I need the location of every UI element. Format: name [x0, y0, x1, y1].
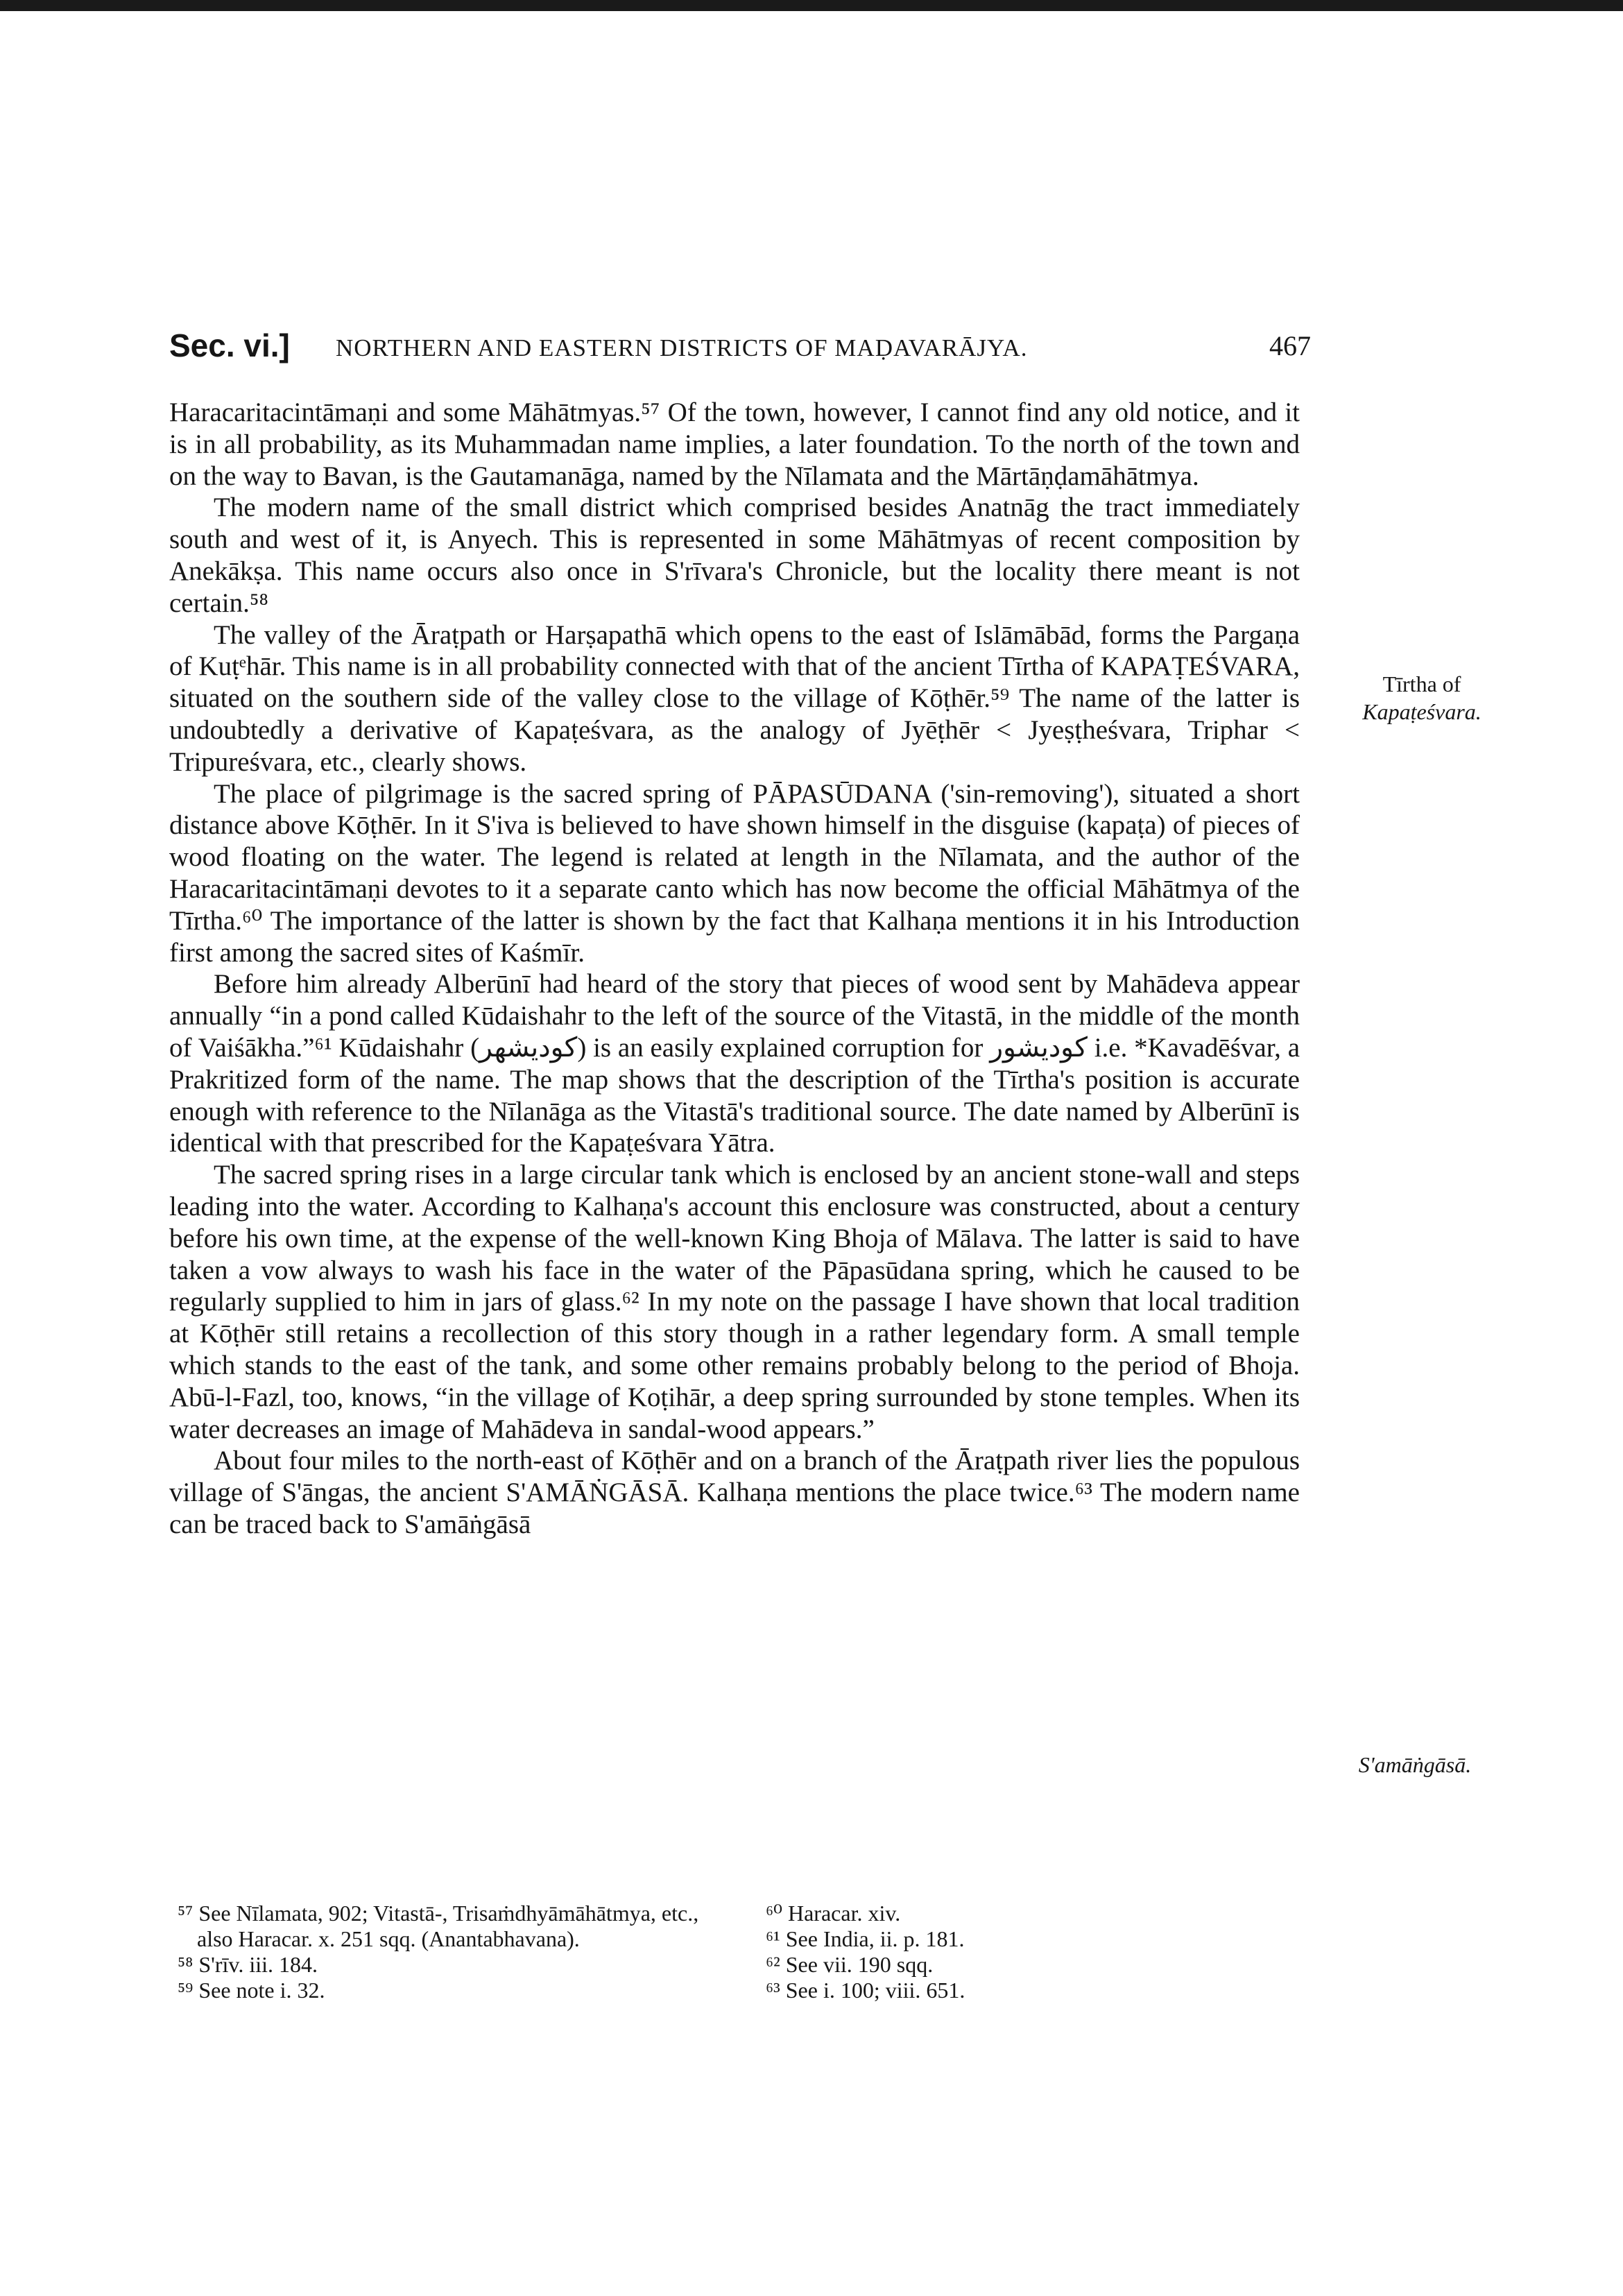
footnote: ⁶³ See i. 100; viii. 651. [766, 1978, 965, 2003]
margin-note-line: Kapaṭeśvara. [1362, 699, 1482, 724]
margin-note-kapatesvara [1339, 670, 1505, 726]
paragraph: The valley of the Āraṭpath or Harṣapathā which opens to the east of Islāmābād, forms the Pargaṇa of Kuṭᵉhār. This name is in all probability connected with that of the ancient Tīrtha of KAPAṬEŚVARA, situated on the southern side of the valley close to the village of Kōṭhēr.⁵⁹ The name of the latter is undoubtedly a derivative of Kapaṭeśvara, as the analogy of Jyēṭhēr < Jyeṣṭheśvara, Triphar < Tripureśvara, etc., clearly shows. [169, 619, 1300, 777]
section-label: Sec. vi.] [169, 327, 290, 363]
footnote: ⁵⁹ See note i. 32. [178, 1978, 325, 2003]
top-border-rule [0, 0, 1623, 11]
paragraph: About four miles to the north-east of Kōṭhēr and on a branch of the Āraṭpath river lies the populous village of S'āngas, the ancient S'AMĀṄGĀSĀ. Kalhaṇa mentions the place twice.⁶³ The modern name can be traced back to S'amāṅgāsā [169, 1446, 1300, 1539]
running-title: NORTHERN AND EASTERN DISTRICTS OF MAḌAVARĀJYA. [336, 334, 1028, 361]
margin-note-line: Tīrtha of [1382, 671, 1461, 696]
page-number: 467 [1269, 330, 1311, 361]
main-text [169, 397, 1300, 1541]
footnotes-right-column [757, 1901, 1285, 2003]
paragraph: The place of pilgrimage is the sacred spring of PĀPASŪDANA ('sin-removing'), situated a short distance above Kōṭhēr. In it S'iva is believed to have shown himself in the disguise (kapaṭa) of pieces of wood floating on the water. The legend is related at length in the Nīlamata, and the author of the Haracaritacintāmaṇi devotes to it a separate canto which has now become the official Māhātmya of the Tīrtha.⁶⁰ The importance of the latter is shown by the fact that Kalhaṇa mentions it in his Introduction first among the sacred sites of Kaśmīr. [169, 778, 1300, 968]
footnotes [169, 1901, 1307, 2046]
footnote: ⁵⁸ S'rīv. iii. 184. [178, 1952, 318, 1977]
footnote: ⁶² See vii. 190 sqq. [766, 1952, 934, 1977]
running-header [169, 325, 1311, 373]
paragraph: Before him already Alberūnī had heard of the story that pieces of wood sent by Mahādeva appear annually “in a pond called Kūdaishahr to the left of the source of the Vitastā, in the middle of the month of Vaiśākha.”⁶¹ Kūdaishahr (کودیشهر) is an easily explained corruption for کودیشور i.e. *Kavadēśvar, a Prakritized form of the name. The map shows that the description of the Tīrtha's position is accurate enough with reference to the Nīlanāga as the Vitastā's traditional source. The date named by Alberūnī is identical with that prescribed for the Kapaṭeśvara Yātra. [169, 969, 1300, 1158]
footnote: ⁶⁰ Haracar. xiv. [766, 1901, 901, 1926]
paragraph: The modern name of the small district which comprised besides Anatnāg the tract immediately south and west of it, is Anyech. This is represented in some Māhātmyas of recent composition by Anekākṣa. This name occurs also once in S'rīvara's Chronicle, but the locality there meant is not certain.⁵⁸ [169, 492, 1300, 618]
footnote: ⁶¹ See India, ii. p. 181. [766, 1926, 965, 1951]
paragraph: Haracaritacintāmaṇi and some Māhātmyas.⁵⁷ Of the town, however, I cannot find any old notice, and it is in all probability, as its Muhammadan name implies, a later foundation. To the north of the town and on the way to Bavan, is the Gautamanāga, named by the Nīlamata and the Mārtāṇḍamāhātmya. [169, 397, 1300, 491]
footnote: ⁵⁷ See Nīlamata, 902; Vitastā-, Trisaṁdhyāmāhātmya, etc., also Haracar. x. 251 sqq. (Anantabhavana). [178, 1901, 699, 1951]
margin-note-samangasa: S'amāṅgāsā. [1358, 1752, 1472, 1777]
footnotes-left-column [169, 1901, 724, 2003]
paragraph: The sacred spring rises in a large circular tank which is enclosed by an ancient stone-wall and steps leading into the water. According to Kalhaṇa's account this enclosure was constructed, about a century before his own time, at the expense of the well-known King Bhoja of Mālava. The latter is said to have taken a vow always to wash his face in the water of the Pāpasūdana spring, which he caused to be regularly supplied to him in jars of glass.⁶² In my note on the passage I have shown that local tradition at Kōṭhēr still retains a recollection of this story though in a rather legendary form. A small temple which stands to the east of the tank, and some other remains probably belong to the period of Bhoja. Abū-l-Fazl, too, knows, “in the village of Koṭihār, a deep spring surrounded by stone temples. When its water decreases an image of Mahādeva in sandal-wood appears.” [169, 1160, 1300, 1444]
